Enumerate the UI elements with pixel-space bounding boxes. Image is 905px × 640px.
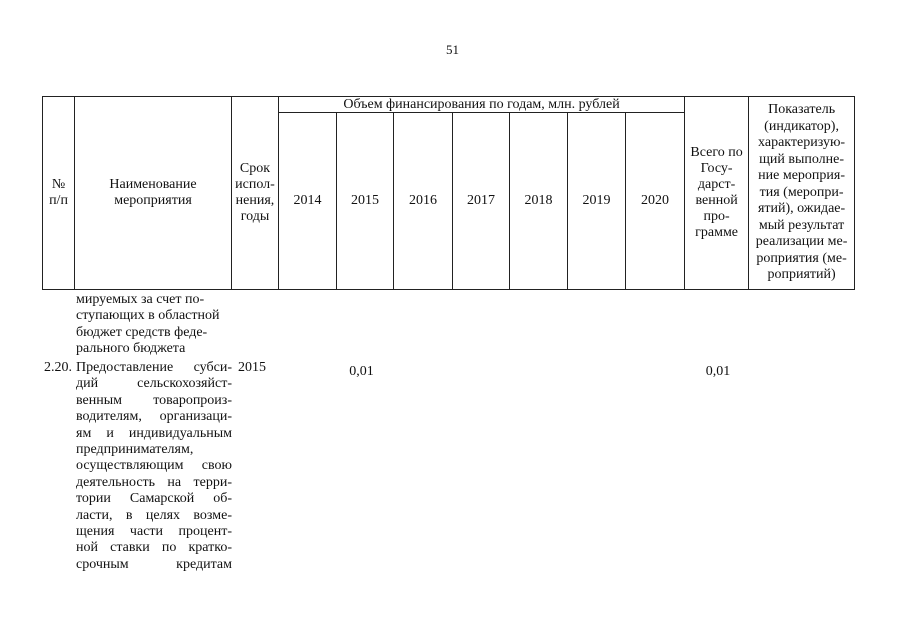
name-line: щения части процент-	[76, 524, 232, 540]
name-line: тории Самарской об-	[76, 491, 232, 507]
name-line: срочным кредитам	[76, 556, 232, 572]
row-term: 2015	[238, 360, 266, 375]
name-line: ям и индивидуальным	[76, 425, 232, 441]
header-table	[42, 96, 855, 290]
row-name	[76, 360, 232, 573]
row-number: 2.20.	[44, 360, 72, 375]
header-num: № п/п	[43, 97, 75, 290]
row-total: 0,01	[705, 364, 731, 379]
header-year-2017: 2017	[453, 113, 510, 290]
header-year-2016: 2016	[394, 113, 453, 290]
header-year-2019: 2019	[568, 113, 626, 290]
header-year-2020: 2020	[626, 113, 685, 290]
name-line: предпринимателям,	[76, 442, 194, 458]
name-line: дий сельскохозяйст-	[76, 376, 232, 392]
header-year-2014: 2014	[279, 113, 337, 290]
header-name: Наименование мероприятия	[75, 97, 232, 290]
name-line: деятельность на терри-	[76, 474, 232, 490]
continuation-text	[76, 292, 232, 358]
page-number: 51	[446, 42, 459, 57]
name-line: осуществляющим свою	[76, 458, 232, 474]
header-year-2018: 2018	[510, 113, 568, 290]
header-total: Всего по Госу- дарст- венной про- грамме	[685, 97, 749, 290]
row-value-2015: 0,01	[349, 364, 374, 379]
name-line: ласти, в целях возме-	[76, 507, 232, 523]
name-line: венным товаропроиз-	[76, 392, 232, 408]
header-year-2015: 2015	[337, 113, 394, 290]
header-term: Срок испол- нения, годы	[232, 97, 279, 290]
name-line: водителям, организаци-	[76, 409, 232, 425]
header-funding-group: Объем финансирования по годам, млн. рублей	[279, 97, 685, 113]
name-line: ной ставки по кратко-	[76, 540, 232, 556]
header-indicator: Показатель (индикатор), характеризую- щий выполне- ние мероприя- тия (меропри- ятий), ожидае- мый результат реализации ме- роприятия (ме- роприятий)	[749, 97, 855, 290]
name-line: Предоставление субси-	[76, 360, 232, 375]
continuation-lines: мируемых за счет по- ступающих в областной бюджет средств феде- рального бюджета	[76, 292, 220, 357]
